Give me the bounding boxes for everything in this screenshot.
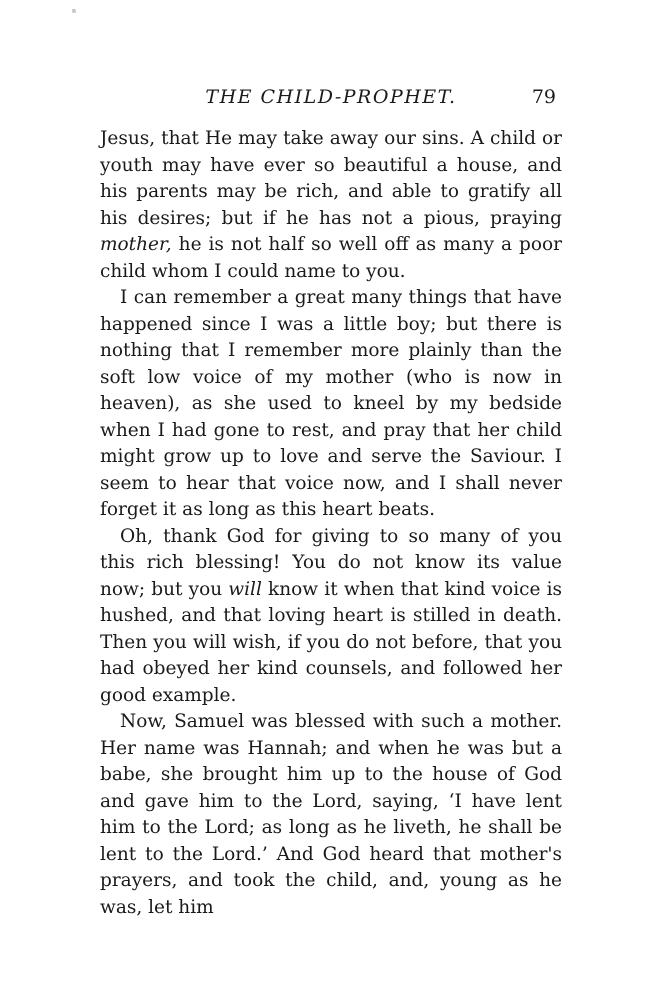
paragraph-1	[100, 126, 562, 285]
paragraph-2: I can remember a great many things that have happened since I was a little boy; but there is nothing that I remember more plainly than the soft low voice of my mother (who is now in heaven), as she used to kneel by my bedside when I had gone to rest, and pray that her child might grow up to love and serve the Saviour. I seem to hear that voice now, and I shall never forget it as long as this heart beats.	[100, 287, 562, 520]
paragraph-1-text-a: Jesus, that He may take away our sins. A child or youth may have ever so beautiful a house, and his parents may be rich, and able to gratify all his desires; but if he has not a pious, praying	[100, 128, 562, 229]
running-title: THE CHILD-PROPHET.	[205, 86, 457, 108]
emphasis-will: will	[228, 578, 262, 600]
running-header	[100, 84, 562, 114]
paragraph-4: Now, Samuel was blessed with such a mother. Her name was Hannah; and when he was but a babe, she brought him up to the house of God and gave him to the Lord, saying, ‘I have lent him to the Lord; as long as he liveth, he shall be lent to the Lord.’ And God heard that mother's prayers, and took the child, and, young as he was, let him	[100, 711, 562, 918]
paragraph-3-text-b: know it when that kind voice is hushed, and that loving heart is stilled in death. Then you will wish, if you do not before, that you had obeyed her kind counsels, and followed her good example.	[100, 578, 562, 706]
paragraph-3-text-a: Oh, thank God for giving to so many of you this rich blessing! You do not know its value now; but you	[100, 525, 562, 600]
page-number: 79	[531, 86, 556, 108]
page-text	[100, 126, 562, 921]
corner-mark: ⁿ	[72, 8, 77, 19]
paragraph-1-text-b: he is not half so well off as many a poor child whom I could name to you.	[100, 234, 562, 282]
paragraph-3	[100, 524, 562, 710]
emphasis-mother: mother,	[100, 234, 172, 255]
